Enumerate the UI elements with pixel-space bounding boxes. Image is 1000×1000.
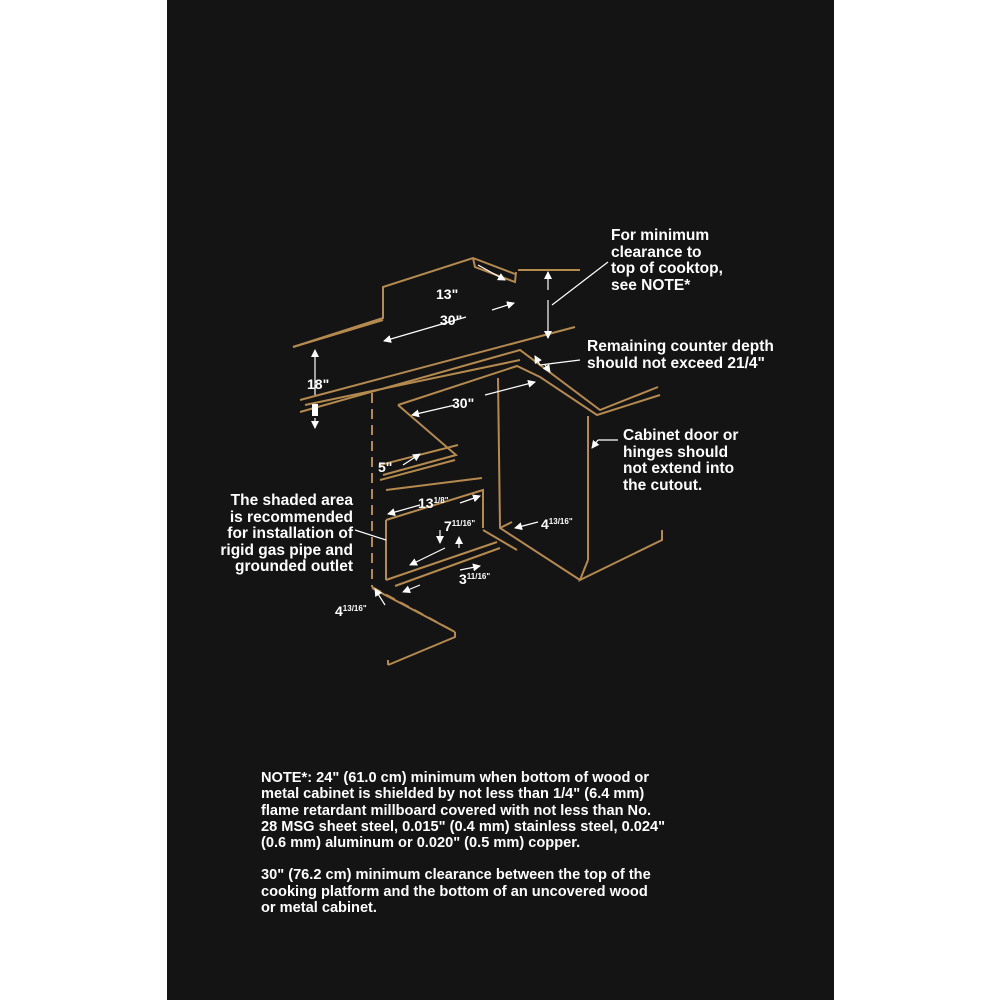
remaining-depth-label: Remaining counter depth should not exceed 21/4" [587,338,774,372]
dim-30-inch-counter: 30" [452,395,475,411]
dim-4-13-16-left: $4^{13/16"}$ [335,603,367,619]
notes-block [261,770,781,916]
dim-18-inch: 18" [307,376,330,392]
dimension-lines [315,262,618,605]
dim-5-inch: 5" [378,459,393,475]
dim-13-inch: 13" [436,286,459,302]
shaded-marker [312,404,318,416]
min-clearance-label: For minimum clearance to top of cooktop, see NOTE* [611,227,723,294]
note-shielded-cabinet: NOTE*: 24" (61.0 cm) minimum when bottom of wood or metal cabinet is shielded by not less than 1/4" (6.4 mm) flame retardant millboard covered with not less than No. 28 MSG sheet steel, 0.015" (0.4 mm) stainless steel, 0.024" (0.6 mm) aluminum or 0.020" (0.5 mm) copper. [261,770,666,852]
note-uncovered-cabinet: 30" (76.2 cm) minimum clearance between the top of the cooking platform and the bottom of an uncovered wood or metal cabinet. [261,867,651,917]
dim-13-1-8: $13^{1/8"}$ [418,495,449,511]
dim-3-11-16: $3^{11/16"}$ [459,571,491,587]
dim-7-11-16: $7^{11/16"}$ [444,518,476,534]
upper-cabinet-outline [293,258,580,400]
dim-4-13-16-right: $4^{13/16"}$ [541,516,573,532]
cabinet-door-label: Cabinet door or hinges should not extend into the cutout. [623,427,739,494]
dim-30-inch-top: 30" [440,312,463,328]
shaded-area-label: The shaded area is recommended for installation of rigid gas pipe and grounded outlet [220,492,353,575]
